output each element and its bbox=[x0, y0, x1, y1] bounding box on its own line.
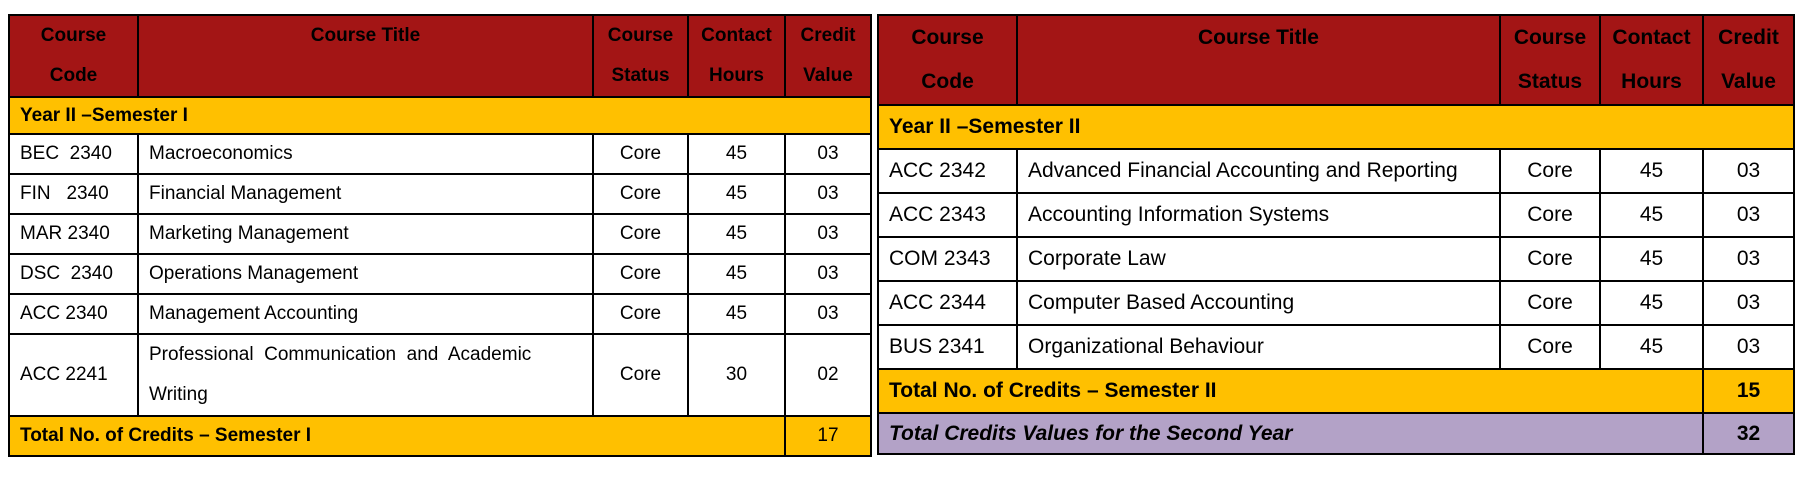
course-status: Core bbox=[1500, 237, 1600, 281]
credit-value: 03 bbox=[1703, 193, 1794, 237]
table-row bbox=[878, 281, 1794, 325]
contact-hours: 45 bbox=[1600, 237, 1703, 281]
header-course-title: Course Title bbox=[1017, 15, 1500, 105]
year-total-row bbox=[878, 413, 1794, 454]
course-title: Computer Based Accounting bbox=[1017, 281, 1500, 325]
contact-hours: 45 bbox=[1600, 281, 1703, 325]
course-title: Financial Management bbox=[138, 174, 593, 214]
semester-label-row bbox=[9, 97, 871, 134]
course-code: COM 2343 bbox=[878, 237, 1017, 281]
course-status: Core bbox=[593, 254, 688, 294]
course-code: ACC 2342 bbox=[878, 149, 1017, 193]
semester-total-value: 15 bbox=[1703, 369, 1794, 413]
semester-label: Year II –Semester I bbox=[9, 97, 871, 134]
course-code: ACC 2340 bbox=[9, 294, 138, 334]
credit-value: 03 bbox=[1703, 149, 1794, 193]
course-status: Core bbox=[593, 174, 688, 214]
course-code: DSC 2340 bbox=[9, 254, 138, 294]
course-status: Core bbox=[1500, 149, 1600, 193]
semester-total-value: 17 bbox=[785, 416, 871, 456]
course-status: Core bbox=[593, 134, 688, 174]
contact-hours: 45 bbox=[1600, 325, 1703, 369]
header-row bbox=[878, 15, 1794, 105]
header-credit-value: Credit Value bbox=[785, 15, 871, 97]
contact-hours: 45 bbox=[688, 254, 785, 294]
semester-total-row bbox=[9, 416, 871, 456]
table-row bbox=[9, 134, 871, 174]
course-code: MAR 2340 bbox=[9, 214, 138, 254]
course-title: Management Accounting bbox=[138, 294, 593, 334]
course-code: BUS 2341 bbox=[878, 325, 1017, 369]
course-code: BEC 2340 bbox=[9, 134, 138, 174]
course-code: ACC 2241 bbox=[9, 334, 138, 416]
course-status: Core bbox=[593, 294, 688, 334]
contact-hours: 45 bbox=[1600, 149, 1703, 193]
header-contact-hours: Contact Hours bbox=[688, 15, 785, 97]
header-contact-hours: Contact Hours bbox=[1600, 15, 1703, 105]
course-title: Marketing Management bbox=[138, 214, 593, 254]
course-code: FIN 2340 bbox=[9, 174, 138, 214]
semester-label-row bbox=[878, 105, 1794, 149]
table-row bbox=[9, 254, 871, 294]
course-title: Macroeconomics bbox=[138, 134, 593, 174]
year-total-label: Total Credits Values for the Second Year bbox=[878, 413, 1703, 454]
header-course-status: Course Status bbox=[593, 15, 688, 97]
course-title: Corporate Law bbox=[1017, 237, 1500, 281]
course-title: Professional Communication and Academic Writing bbox=[138, 334, 593, 416]
header-course-code: Course Code bbox=[878, 15, 1017, 105]
course-status: Core bbox=[1500, 193, 1600, 237]
credit-value: 03 bbox=[785, 254, 871, 294]
semester-total-row bbox=[878, 369, 1794, 413]
credit-value: 03 bbox=[785, 214, 871, 254]
table-row bbox=[9, 334, 871, 416]
contact-hours: 45 bbox=[688, 134, 785, 174]
course-status: Core bbox=[593, 214, 688, 254]
course-status: Core bbox=[1500, 281, 1600, 325]
contact-hours: 30 bbox=[688, 334, 785, 416]
header-course-status: Course Status bbox=[1500, 15, 1600, 105]
header-course-code: Course Code bbox=[9, 15, 138, 97]
credit-value: 03 bbox=[785, 174, 871, 214]
table-row bbox=[878, 325, 1794, 369]
semester-total-label: Total No. of Credits – Semester I bbox=[9, 416, 785, 456]
credit-value: 03 bbox=[1703, 325, 1794, 369]
table-row bbox=[9, 174, 871, 214]
semester-1-table bbox=[8, 14, 872, 457]
header-row bbox=[9, 15, 871, 97]
contact-hours: 45 bbox=[688, 294, 785, 334]
course-code: ACC 2344 bbox=[878, 281, 1017, 325]
course-title: Organizational Behaviour bbox=[1017, 325, 1500, 369]
credit-value: 03 bbox=[1703, 237, 1794, 281]
semester-total-label: Total No. of Credits – Semester II bbox=[878, 369, 1703, 413]
contact-hours: 45 bbox=[1600, 193, 1703, 237]
table-row bbox=[9, 214, 871, 254]
header-course-title: Course Title bbox=[138, 15, 593, 97]
credit-value: 03 bbox=[785, 294, 871, 334]
course-status: Core bbox=[1500, 325, 1600, 369]
semester-2-table bbox=[877, 14, 1795, 455]
contact-hours: 45 bbox=[688, 214, 785, 254]
credit-value: 02 bbox=[785, 334, 871, 416]
course-title: Advanced Financial Accounting and Reporting bbox=[1017, 149, 1500, 193]
course-status: Core bbox=[593, 334, 688, 416]
year-total-value: 32 bbox=[1703, 413, 1794, 454]
credit-value: 03 bbox=[1703, 281, 1794, 325]
credit-value: 03 bbox=[785, 134, 871, 174]
table-row bbox=[878, 149, 1794, 193]
course-code: ACC 2343 bbox=[878, 193, 1017, 237]
contact-hours: 45 bbox=[688, 174, 785, 214]
table-row bbox=[878, 237, 1794, 281]
semester-label: Year II –Semester II bbox=[878, 105, 1794, 149]
course-title: Accounting Information Systems bbox=[1017, 193, 1500, 237]
table-row bbox=[878, 193, 1794, 237]
header-credit-value: Credit Value bbox=[1703, 15, 1794, 105]
course-title: Operations Management bbox=[138, 254, 593, 294]
table-row bbox=[9, 294, 871, 334]
